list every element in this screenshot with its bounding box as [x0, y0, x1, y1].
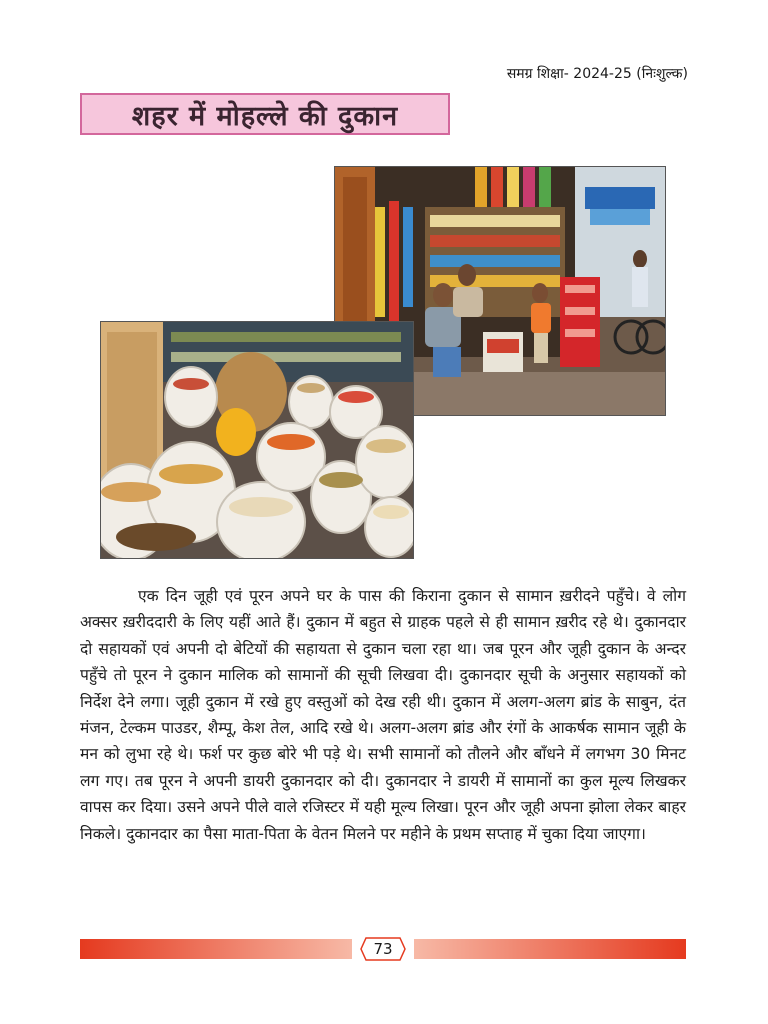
footer-bar-left	[80, 939, 352, 959]
footer-bar-right	[414, 939, 686, 959]
page-number: 73	[373, 940, 393, 958]
body-paragraph: एक दिन जूही एवं पूरन अपने घर के पास की किराना दुकान से सामान ख़रीदने पहुँचे। वे लोग अक्सर ख़रीददारी के लिए यहीं आते हैं। दुकान में बहुत से ग्राहक पहले से ही सामान ख़रीद रहे थे। दुकानदार दो सहायकों एवं अपनी दो बेटियों की सहायता से दुकान चला रहा था। जब पूरन और जूही दुकान के अन्दर पहुँचे तो पूरन ने दुकान मालिक को सामानों की सूची लिखवा दी। दुकानदार सूची के अनुसार सहायकों को निर्देश देने लगा। जूही दुकान में रखे हुए वस्तुओं को देख रही थी। दुकान में अलग-अलग ब्रांड के साबुन, दंत मंजन, टेल्कम पाउडर, शैम्पू, केश तेल, आदि रखे थे। अलग-अलग ब्रांड और रंगों के आकर्षक सामान जूही के मन को लुभा रहे थे। फर्श पर कुछ बोरे भी पड़े थे। सभी सामानों को तौलने और बाँधने में लगभग 30 मिनट लग गए। तब पूरन ने अपनी डायरी दुकानदार को दी। दुकानदार ने डायरी में सामानों का कुल मूल्य लिखकर वापस कर दिया। उसने अपने पीले वाले रजिस्टर में यही मूल्य लिखा। पूरन और जूही अपना झोला लेकर बाहर निकले। दुकानदार का पैसा माता-पिता के वेतन मिलने पर महीने के प्रथम सप्ताह में चुका दिया जाएगा।	[80, 587, 686, 843]
header-note: समग्र शिक्षा- 2024-25 (निःशुल्क)	[506, 66, 688, 82]
body-text	[80, 583, 686, 847]
page-number-badge	[360, 937, 406, 961]
page-title: शहर में मोहल्ले की दुकान	[131, 100, 399, 132]
page-title-box	[80, 93, 450, 135]
sacks-photo	[100, 321, 414, 559]
